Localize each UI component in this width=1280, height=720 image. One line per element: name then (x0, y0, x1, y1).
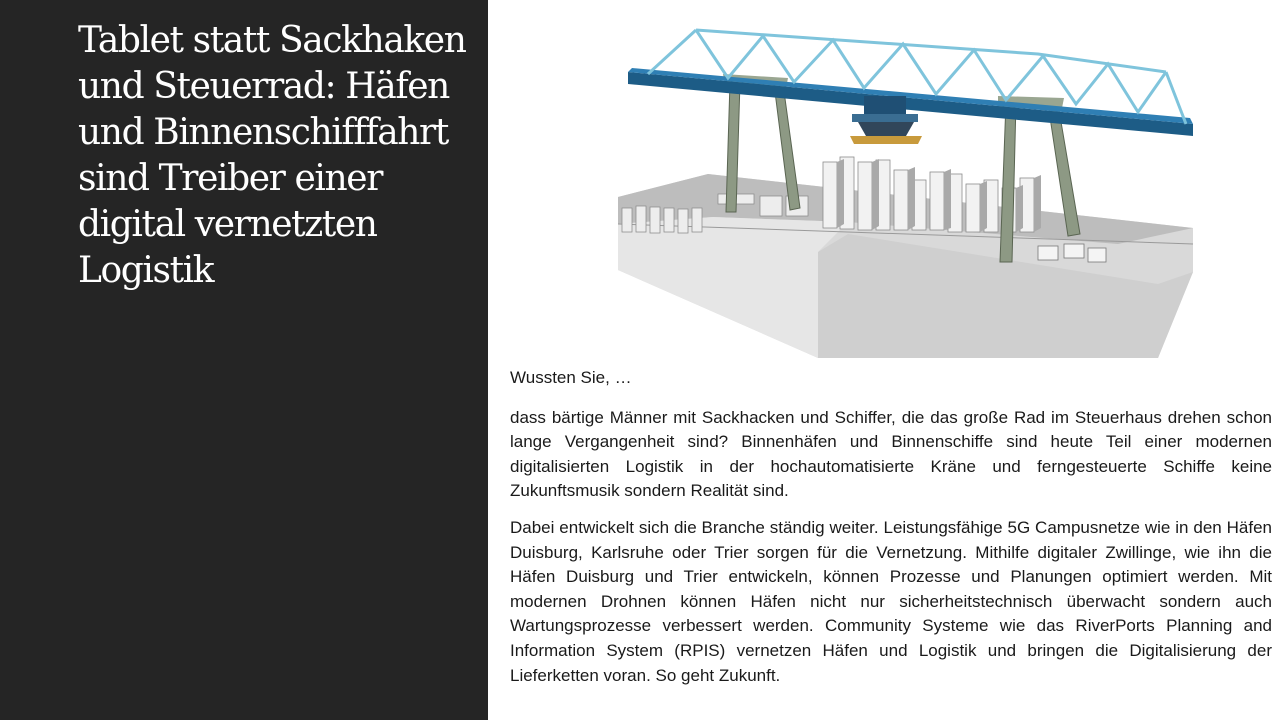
article-text (510, 366, 1272, 700)
intro-line: Wussten Sie, … (510, 368, 632, 387)
paragraph-1: dass bärtige Männer mit Sackhacken und Schiffer, die das große Rad im Steuerhaus drehen schon lange Vergangenheit sind? Binnenhäfen und Binnenschiffe sind heute Teil einer modernen digitalisierten Logistik in der hochautomatisierte Kräne und ferngesteuerte Schiffe keine Zukunftsmusik sondern Realität sind. (510, 407, 1272, 501)
paragraph-2: Dabei entwickelt sich die Branche ständig weiter. Leistungsfähige 5G Campusnetze wie in den Häfen Duisburg, Karlsruhe oder Trier sorgen für die Vernetzung. Mithilfe digitaler Zwillinge, wie ihn die Häfen Duisburg und Trier entwickeln, können Prozesse und Planungen optimiert werden. Mit modernen Drohnen können Häfen nicht nur sicherheitstechnisch überwacht sondern auch Wartungsprozesse verbessert werden. Community Systeme wie das RiverPorts Planning and Information System (RPIS) vernetzen Häfen und Logistik und bringen die Digitalisierung der Lieferketten voran. So geht Zukunft. (510, 517, 1272, 685)
slide-title: Tablet statt Sackhaken und Steuerrad: Häfen und Binnenschifffahrt sind Treiber einer digital vernetzten Logistik (78, 20, 466, 291)
container-crane-illustration (618, 12, 1200, 362)
content-panel (488, 0, 1280, 720)
title-panel (0, 0, 488, 720)
